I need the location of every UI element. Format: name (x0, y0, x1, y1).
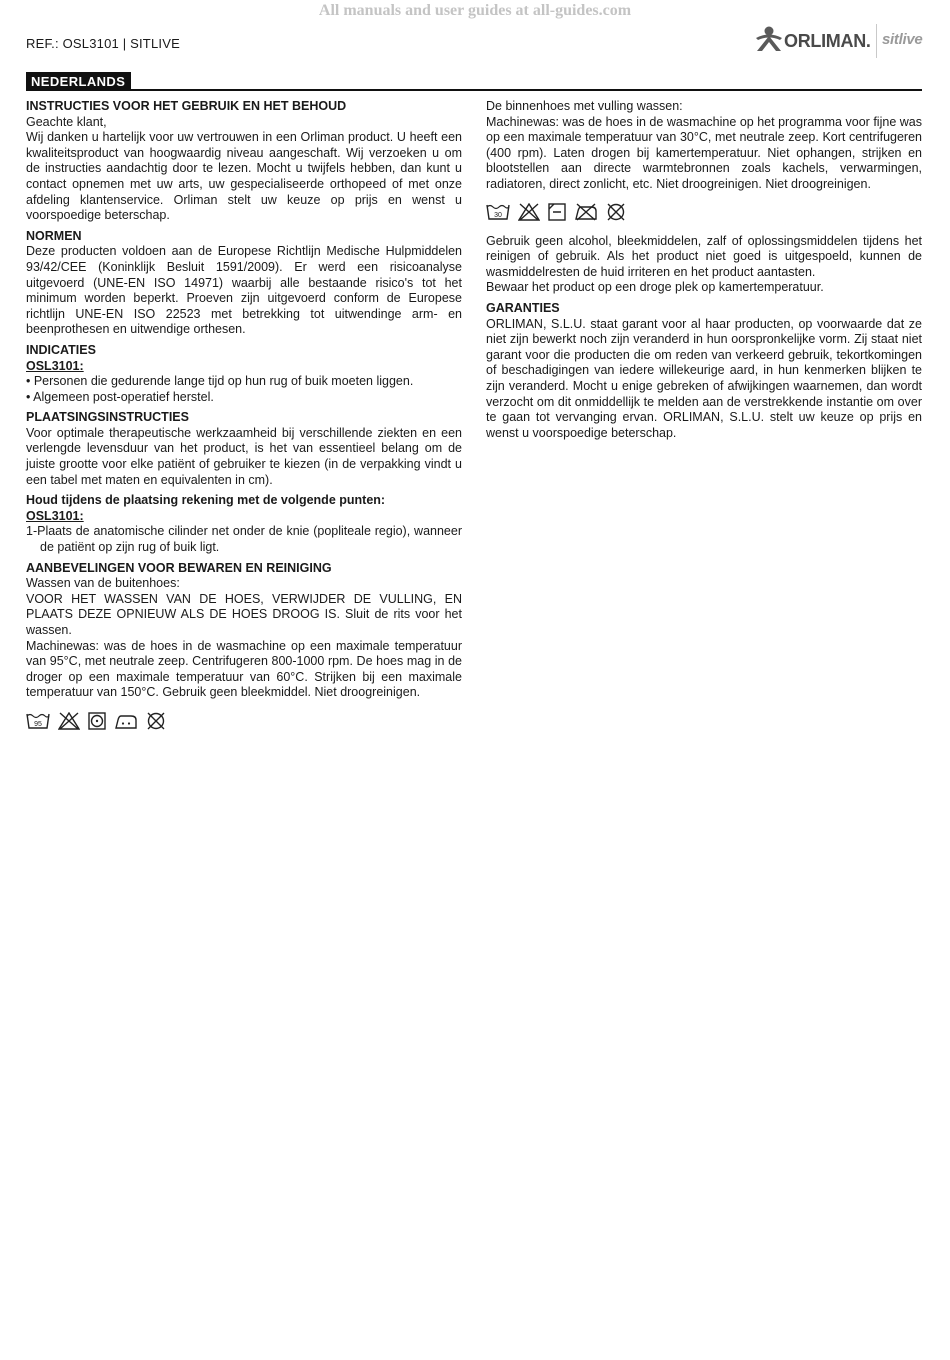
wash-temp-label: 30 (494, 211, 502, 219)
wash-30-icon (486, 203, 510, 221)
outer-cover-warning (26, 592, 462, 639)
no-iron-icon (574, 203, 598, 221)
placement-step: 1-Plaats de anatomische cilinder net onder de knie (popliteale regio), wanneer de patiënt op zijn rug of buik ligt. (26, 524, 462, 555)
wash-95-icon (26, 712, 50, 730)
outer-cover-zip-note: Sluit de rits voor het wassen. (26, 607, 462, 637)
placement-heading: PLAATSINGSINSTRUCTIES (26, 410, 189, 425)
header-rule (26, 89, 922, 91)
no-dry-clean-icon (606, 203, 626, 221)
chemicals-warning: Gebruik geen alcohol, bleekmiddelen, zalf of oplossingsmiddelen tijdens het reinigen of gebruik. Als het product niet goed is uitgespoeld, kunnen de wasmiddelresten de huid irriteren en het product aantasten. (486, 233, 922, 279)
care-symbols-inner (486, 202, 922, 222)
right-column (486, 99, 922, 441)
placement-product-ref: OSL3101: (26, 508, 84, 523)
placement-paragraph: Voor optimale therapeutische werkzaamheid bij verschillende ziekten en een verlengde levensduur van het product, is het van essentieel belang om de juiste grootte voor elke patiënt of gebruiker te kiezen (in de verpakking vindt u een tabel met maten en equivalenten in cm). (26, 425, 462, 487)
care-symbols-outer (26, 711, 462, 731)
indications-list (26, 374, 462, 405)
outer-cover-machine-wash: Machinewas: was de hoes in de wasmachine op een maximale temperatuur van 95°C, met neutrale zeep. Centrifugeren 800-1000 rpm. De hoes mag in de droger op een maximale temperatuur van 60°C. Strijken bij een maximale temperatuur van 150°C. Gebruik geen bleekmiddel. Niet droogreinigen. (26, 638, 462, 700)
iron-medium-icon (114, 712, 138, 730)
tumble-dry-low-icon (88, 712, 106, 730)
brand-logo (756, 22, 926, 60)
language-label: NEDERLANDS (26, 72, 131, 91)
inner-cover-subheading: De binnenhoes met vulling wassen: (486, 99, 683, 113)
brand-divider (876, 24, 877, 58)
norms-heading: NORMEN (26, 228, 82, 243)
instructions-heading: INSTRUCTIES VOOR HET GEBRUIK EN HET BEHOUD (26, 99, 347, 113)
outer-cover-caps: VOOR HET WASSEN VAN DE HOES, VERWIJDER DE VULLING, EN PLAATS DEZE OPNIEUW ALS DE HOES DROOG IS. (26, 591, 462, 622)
greeting: Geachte klant, (26, 114, 107, 129)
list-item: • Algemeen post-operatief herstel. (26, 389, 214, 404)
placement-points-heading: Houd tijdens de plaatsing rekening met de volgende punten: (26, 493, 386, 508)
norms-paragraph: Deze producten voldoen aan de Europese Richtlijn Medische Hulpmiddelen 93/42/CEE (Koninklijk Besluit 1591/2009). Er werd een risicoanalyse uitgevoerd (UNE-EN ISO 14971) waarbij alle bestaande risico's tot het minimum worden beperkt. Proeven zijn uitgevoerd conform de Europese richtlijn UNE-EN ISO 22523 met betrekking tot uitwendinge arm- en beenprothesen en uitwendige orthesen. (26, 244, 462, 337)
wash-temp-label: 95 (34, 720, 42, 728)
no-bleach-icon (518, 203, 540, 221)
brand-name: ORLIMAN. (784, 31, 871, 51)
intro-paragraph: Wij danken u hartelijk voor uw vertrouwen in een Orliman product. U heeft een kwaliteitsproduct van hoogwaardig niveau aangeschaft. Wij verzoeken u om de instructies aandachtig door te lezen. Mocht u twijfels hebben, dan kunt u contact opnemen met uw arts, uw gespecialiseerde orthopeed of met onze afdeling klantenservice. Orliman stelt uw keuze op prijs en wenst u voorspoedige beterschap. (26, 130, 462, 223)
indications-heading: INDICATIES (26, 342, 96, 357)
storage-instruction: Bewaar het product op een droge plek op kamertemperatuur. (486, 280, 824, 295)
warranty-paragraph: ORLIMAN, S.L.U. staat garant voor al haar producten, op voorwaarde dat ze niet zijn bewerkt noch zijn veranderd in hun oorspronkelijke vorm. Zij staat niet garant voor die producten die om reden van verkeerd gebruik, tekortkomingen of beschadigingen van iedere willekeurige aard, in hun kenmerken blijken te zijn veranderd. Mocht u enige gebreken of afwijkingen waarnemen, dan wordt verzocht om dit onmiddellijk te melden aan de verstrekkende instantie om over te gaan tot vervanging ervan. ORLIMAN, S.L.U. stelt uw keuze op prijs en wenst u voorspoedige beterschap. (486, 316, 922, 440)
list-item: • Personen die gedurende lange tijd op hun rug of buik moeten liggen. (26, 374, 414, 389)
warranty-heading: GARANTIES (486, 300, 560, 315)
inner-cover-machine-wash: Machinewas: was de hoes in de wasmachine op het programma voor fijne was op een maximale temperatuur van 30°C, met neutrale zeep. Kort centrifugeren (400 rpm). Laten drogen bij kamertemperatuur. Niet ophangen, strijken en blootstellen aan directe warmtebronnen zoals kachels, verwarmingen, radiatoren, direct zonlicht, etc. Niet droogreinigen. Niet droogreinigen. (486, 114, 922, 191)
reference-code: REF.: OSL3101 | SITLIVE (26, 36, 180, 51)
watermark: All manuals and user guides at all-guides.com (318, 2, 632, 19)
indications-product-ref: OSL3101: (26, 358, 84, 373)
no-bleach-icon (58, 712, 80, 730)
care-heading: AANBEVELINGEN VOOR BEWAREN EN REINIGING (26, 560, 332, 575)
outer-cover-subheading: Wassen van de buitenhoes: (26, 576, 180, 591)
dry-flat-in-shade-icon (548, 203, 566, 221)
orliman-logo-icon (756, 25, 782, 53)
sub-brand-name: sitlive (882, 31, 923, 48)
left-column (26, 99, 462, 731)
no-dry-clean-icon (146, 712, 166, 730)
